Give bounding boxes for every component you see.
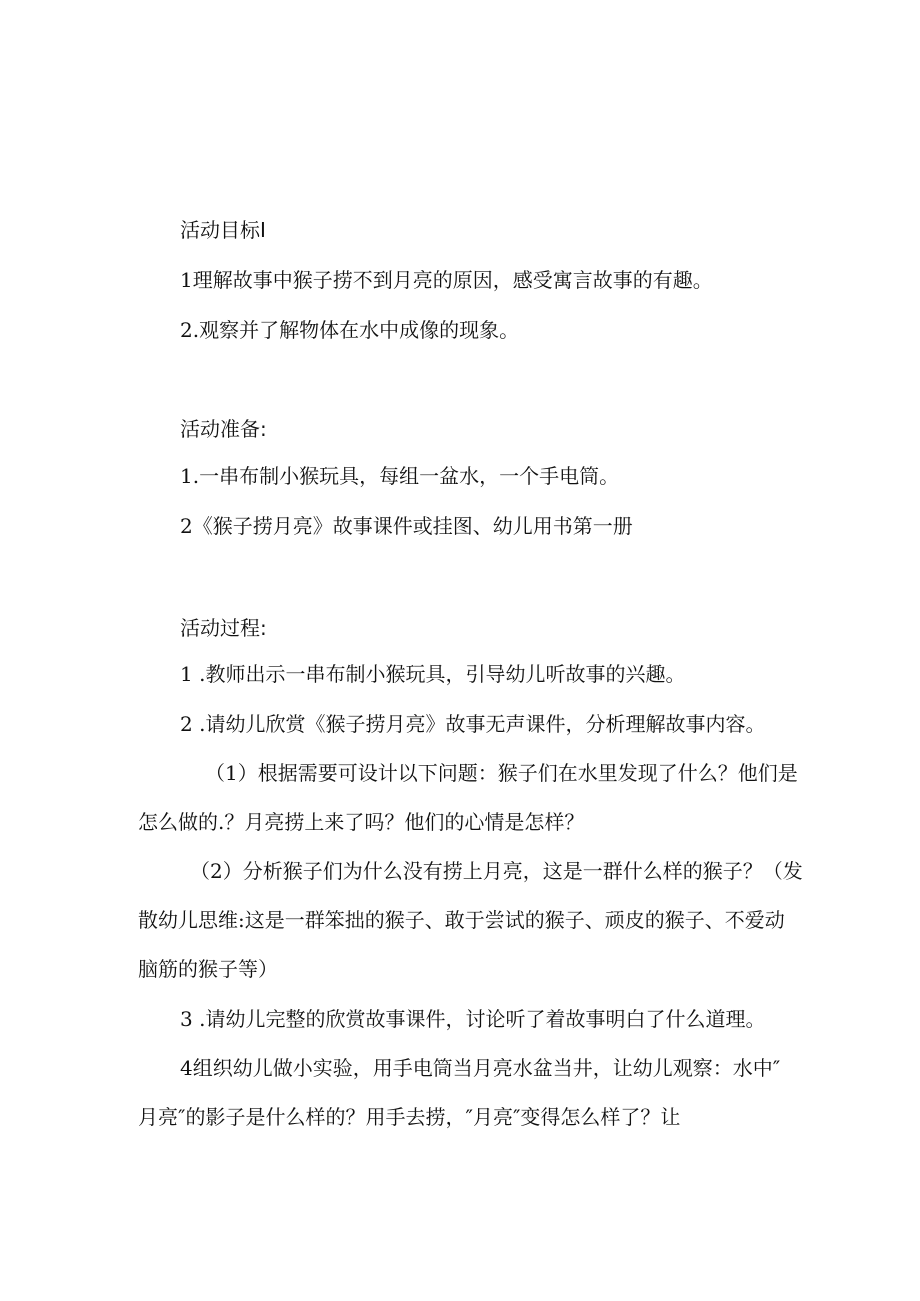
- process-subitem-2-line-1: （2）分析猴子们为什么没有捞上月亮，这是一群什么样的猴子？（发: [190, 859, 803, 883]
- goal-item-1: 1理解故事中猴子捞不到月亮的原因，感受寓言故事的有趣。: [180, 268, 713, 292]
- process-item-4-line-2: 月亮″的影子是什么样的？用手去捞，″月亮″变得怎么样了？让: [138, 1105, 681, 1129]
- process-item-3: 3 .请幼儿完整的欣赏故事课件，讨论听了着故事明白了什么道理。: [180, 1007, 766, 1031]
- process-subitem-2-line-3: 脑筋的猴子等）: [138, 957, 278, 981]
- process-item-2: 2 .请幼儿欣赏《猴子捞月亮》故事无声课件，分析理解故事内容。: [180, 712, 766, 736]
- process-item-4-line-1: 4组织幼儿做小实验，用手电筒当月亮水盆当井，让幼儿观察：水中″: [180, 1056, 781, 1080]
- process-heading: 活动过程:: [180, 616, 267, 640]
- goal-item-2: 2.观察并了解物体在水中成像的现象。: [180, 318, 520, 342]
- process-item-1: 1 .教师出示一串布制小猴玩具，引导幼儿听故事的兴趣。: [180, 662, 686, 686]
- preparation-item-2: 2《猴子捞月亮》故事课件或挂图、幼儿用书第一册: [180, 514, 633, 538]
- goals-heading: 活动目标I: [180, 218, 266, 242]
- process-subitem-1-line-2: 怎么做的.？月亮捞上来了吗？他们的心情是怎样？: [138, 810, 585, 834]
- process-subitem-1-line-1: （1）根据需要可设计以下问题：猴子们在水里发现了什么？他们是: [205, 761, 798, 785]
- process-subitem-2-line-2: 散幼儿思维:这是一群笨拙的猴子、敢于尝试的猴子、顽皮的猴子、不爱动: [138, 908, 785, 932]
- preparation-item-1: 1.一串布制小猴玩具，每组一盆水，一个手电筒。: [180, 464, 620, 488]
- preparation-heading: 活动准备:: [180, 417, 267, 441]
